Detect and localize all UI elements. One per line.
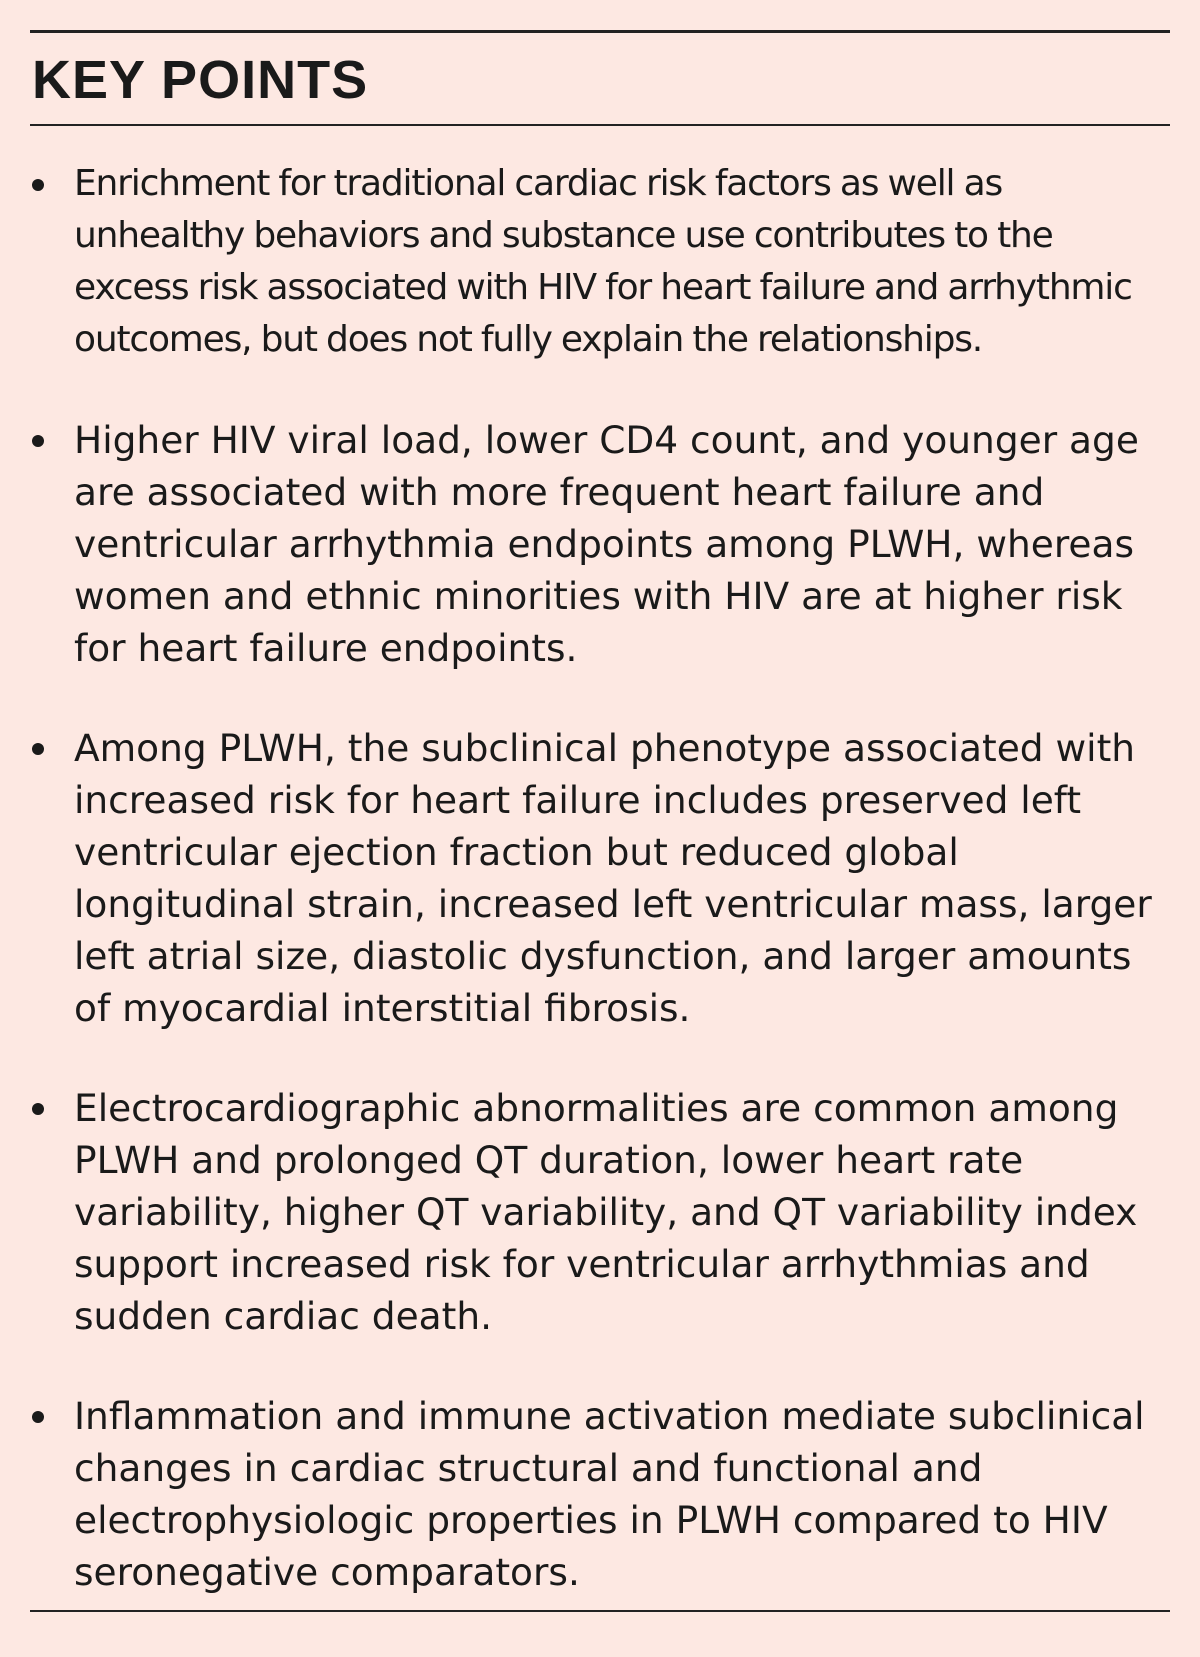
- list-item: [30, 722, 1175, 1034]
- title-rule: [30, 124, 1170, 126]
- list-item: [30, 1390, 1175, 1598]
- point-text: Among PLWH, the subclinical phenotype associated with increased risk for heart failure includes preserved left ventricular ejection fraction but reduced global longitudinal strain, increased left ventricular mass, larger left atrial size, diastolic dysfunction, and larger amounts of myocardial interstitial fibrosis.: [74, 726, 1152, 1030]
- bullet-icon: [32, 1411, 44, 1423]
- key-points-list: [30, 158, 1175, 1646]
- bottom-rule: [30, 1610, 1170, 1612]
- bullet-icon: [32, 435, 44, 447]
- bullet-icon: [32, 1103, 44, 1115]
- list-item: [30, 158, 1175, 366]
- point-text: Inflammation and immune activation mediate subclinical changes in cardiac structural and functional and electrophysiologic properties in PLWH compared to HIV seronegative comparators.: [74, 1394, 1145, 1594]
- list-item: [30, 1082, 1175, 1342]
- list-item: [30, 414, 1175, 674]
- bullet-icon: [32, 743, 44, 755]
- top-rule: [30, 30, 1170, 33]
- point-text: Enrichment for traditional cardiac risk factors as well as unhealthy behaviors and substance use contributes to the excess risk associated with HIV for heart failure and arrhythmic outcomes, but does not fully explain the relationships.: [74, 163, 1132, 360]
- box-title: KEY POINTS: [32, 50, 369, 110]
- bullet-icon: [32, 179, 44, 191]
- point-text: Electrocardiographic abnormalities are common among PLWH and prolonged QT duration, lower heart rate variability, higher QT variability, and QT variability index support increased risk for ventricular arrhythmias and sudden cardiac death.: [74, 1086, 1138, 1338]
- point-text: Higher HIV viral load, lower CD4 count, and younger age are associated with more frequent heart failure and ventricular arrhythmia endpoints among PLWH, whereas women and ethnic minorities with HIV are at higher risk for heart failure endpoints.: [74, 418, 1139, 670]
